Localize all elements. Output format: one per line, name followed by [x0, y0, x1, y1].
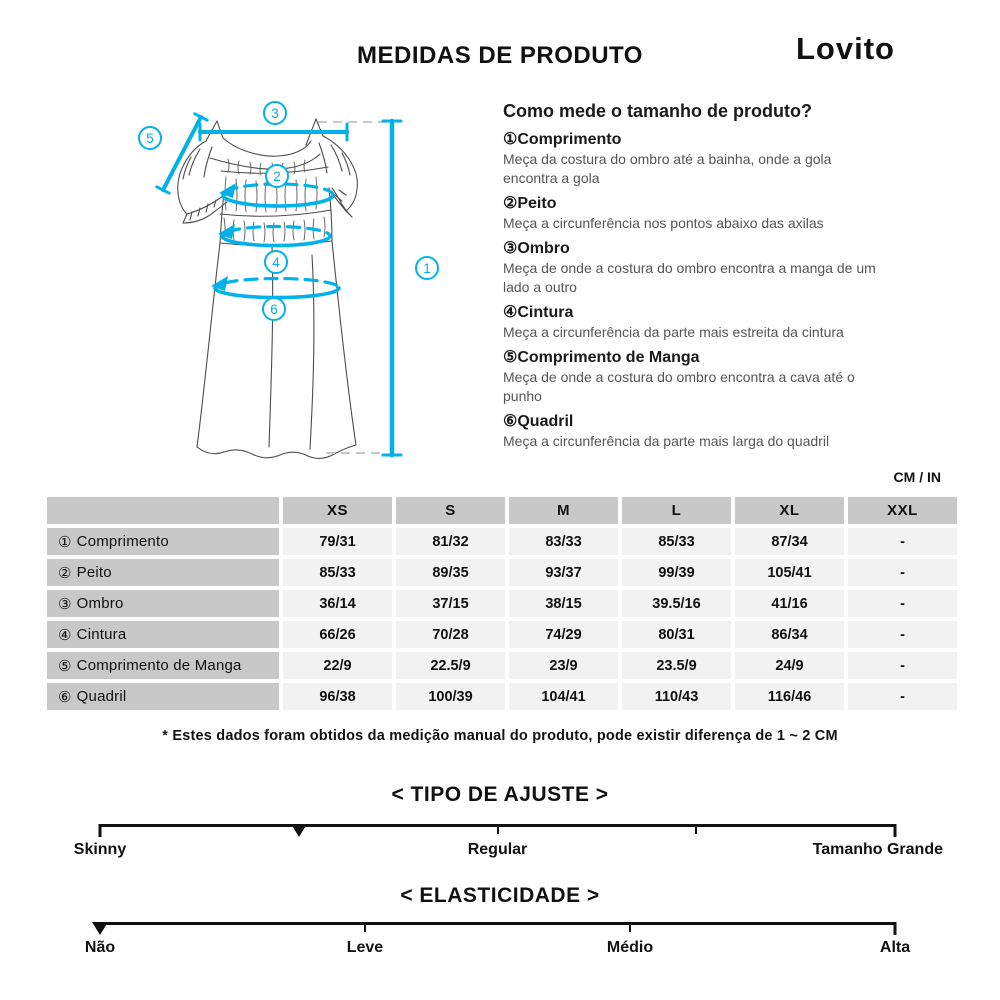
stretch-label-nao: Não	[84, 939, 116, 956]
fit-scale-tick	[695, 824, 697, 834]
col-header-m: M	[509, 497, 618, 524]
table-value: 85/33	[283, 559, 392, 586]
svg-text:3: 3	[271, 106, 279, 121]
guide-item-label: Quadril	[517, 413, 574, 430]
table-value: 66/26	[283, 621, 392, 648]
table-value: 39.5/16	[622, 590, 731, 617]
guide-item-label: Cintura	[517, 304, 574, 321]
guide-item-label: Comprimento	[517, 131, 622, 148]
table-value: 80/31	[622, 621, 731, 648]
table-value: 83/33	[509, 528, 618, 555]
table-value: 81/32	[396, 528, 505, 555]
guide-item-comprimento	[503, 130, 940, 188]
table-value: 93/37	[509, 559, 618, 586]
table-value: 23.5/9	[622, 652, 731, 679]
table-value: 41/16	[735, 590, 844, 617]
guide-item-label: Peito	[517, 195, 557, 212]
table-value: 23/9	[509, 652, 618, 679]
stretch-label-medio: Médio	[606, 939, 654, 956]
guide-item-desc: Meça a circunferência da parte mais estreita da cintura	[503, 324, 844, 340]
dress-measurement-diagram	[120, 95, 460, 475]
row-label-cintura: ④ Cintura	[47, 621, 279, 648]
fit-scale-tick	[894, 824, 897, 837]
table-value: 110/43	[622, 683, 731, 710]
guide-item-ombro	[503, 239, 940, 297]
fit-label-skinny: Skinny	[73, 841, 127, 858]
stretch-scale-labels	[84, 939, 911, 961]
fit-scale-labels	[73, 841, 943, 863]
table-value: 100/39	[396, 683, 505, 710]
sleeve-measure-line	[163, 117, 201, 190]
row-label-comprimento-de-manga: ⑤ Comprimento de Manga	[47, 652, 279, 679]
callout-1	[416, 257, 438, 279]
stretch-scale-tick	[364, 922, 366, 932]
brand-logo: Lovito	[796, 31, 895, 66]
table-value: 37/15	[396, 590, 505, 617]
table-value: 22/9	[283, 652, 392, 679]
stretch-scale-marker	[92, 922, 108, 935]
table-value: 87/34	[735, 528, 844, 555]
svg-text:4: 4	[272, 255, 280, 270]
stretch-label-alta: Alta	[879, 939, 911, 956]
table-value: -	[848, 559, 957, 586]
fit-scale-tick	[497, 824, 499, 834]
svg-text:6: 6	[270, 302, 278, 317]
guide-item-quadril	[503, 412, 940, 451]
col-header-l: L	[622, 497, 731, 524]
table-value: 89/35	[396, 559, 505, 586]
size-table	[47, 497, 957, 710]
guide-item-comprimento-de-manga	[503, 348, 940, 406]
stretch-scale-tick	[629, 922, 631, 932]
col-header-xxl: XXL	[848, 497, 957, 524]
guide-item-number: ②	[503, 195, 518, 212]
col-header-s: S	[396, 497, 505, 524]
table-value: 36/14	[283, 590, 392, 617]
table-value: 38/15	[509, 590, 618, 617]
fit-label-regular: Regular	[467, 841, 528, 858]
table-value: 70/28	[396, 621, 505, 648]
row-label-comprimento: ① Comprimento	[47, 528, 279, 555]
row-label-quadril: ⑥ Quadril	[47, 683, 279, 710]
table-value: -	[848, 621, 957, 648]
table-value: -	[848, 683, 957, 710]
table-value: -	[848, 528, 957, 555]
length-guide-dashes	[318, 122, 385, 453]
guide-item-number: ④	[503, 304, 518, 321]
fit-label-tamanho-grande: Tamanho Grande	[812, 841, 943, 858]
table-value: 104/41	[509, 683, 618, 710]
table-value: 86/34	[735, 621, 844, 648]
callout-5	[139, 127, 161, 149]
guide-item-peito	[503, 194, 940, 233]
table-value: 79/31	[283, 528, 392, 555]
page-title: MEDIDAS DE PRODUTO	[357, 42, 643, 69]
guide-item-desc: Meça de onde a costura do ombro encontra a cava até o punho	[503, 369, 855, 404]
table-value: 24/9	[735, 652, 844, 679]
guide-item-desc: Meça de onde a costura do ombro encontra a manga de um lado a outro	[503, 260, 876, 295]
col-header-xs: XS	[283, 497, 392, 524]
table-value: 22.5/9	[396, 652, 505, 679]
guide-item-label: Ombro	[517, 240, 570, 257]
row-label-peito: ② Peito	[47, 559, 279, 586]
callout-4	[265, 251, 287, 273]
col-header-xl: XL	[735, 497, 844, 524]
svg-text:2: 2	[273, 169, 281, 184]
guide-item-desc: Meça da costura do ombro até a bainha, onde a gola encontra a gola	[503, 151, 832, 186]
table-value: -	[848, 590, 957, 617]
table-value: 116/46	[735, 683, 844, 710]
table-value: 85/33	[622, 528, 731, 555]
stretch-scale-tick	[894, 922, 897, 935]
measurement-disclaimer: * Estes dados foram obtidos da medição manual do produto, pode existir diferença de 1 ~ 2 CM	[162, 728, 838, 744]
fit-scale-title: < TIPO DE AJUSTE >	[391, 783, 609, 806]
table-value: 99/39	[622, 559, 731, 586]
table-value: 96/38	[283, 683, 392, 710]
units-label: CM / IN	[893, 469, 941, 485]
guide-item-desc: Meça a circunferência da parte mais larga do quadril	[503, 433, 830, 449]
stretch-scale-line	[100, 922, 895, 925]
fit-scale-line	[100, 824, 895, 827]
callout-6	[263, 298, 285, 320]
stretch-scale	[84, 922, 911, 982]
table-corner-cell	[47, 497, 279, 524]
fit-scale-marker	[291, 824, 307, 837]
guide-item-number: ③	[503, 240, 518, 257]
callout-3	[264, 102, 286, 124]
fit-scale-tick	[99, 824, 102, 837]
row-label-ombro: ③ Ombro	[47, 590, 279, 617]
stretch-scale-title: < ELASTICIDADE >	[400, 884, 600, 907]
guide-item-desc: Meça a circunferência nos pontos abaixo das axilas	[503, 215, 824, 231]
guide-item-number: ①	[503, 131, 518, 148]
guide-item-label: Comprimento de Manga	[517, 349, 700, 366]
svg-text:5: 5	[146, 131, 154, 146]
measure-guide	[503, 101, 940, 451]
table-value: -	[848, 652, 957, 679]
guide-item-cintura	[503, 303, 940, 342]
table-value: 105/41	[735, 559, 844, 586]
guide-item-number: ⑤	[503, 349, 518, 366]
svg-text:1: 1	[423, 261, 431, 276]
guide-item-number: ⑥	[503, 413, 518, 430]
table-value: 74/29	[509, 621, 618, 648]
guide-heading: Como mede o tamanho de produto?	[503, 101, 812, 121]
callout-2	[266, 165, 288, 187]
fit-scale	[73, 824, 943, 884]
stretch-label-leve: Leve	[346, 939, 384, 956]
